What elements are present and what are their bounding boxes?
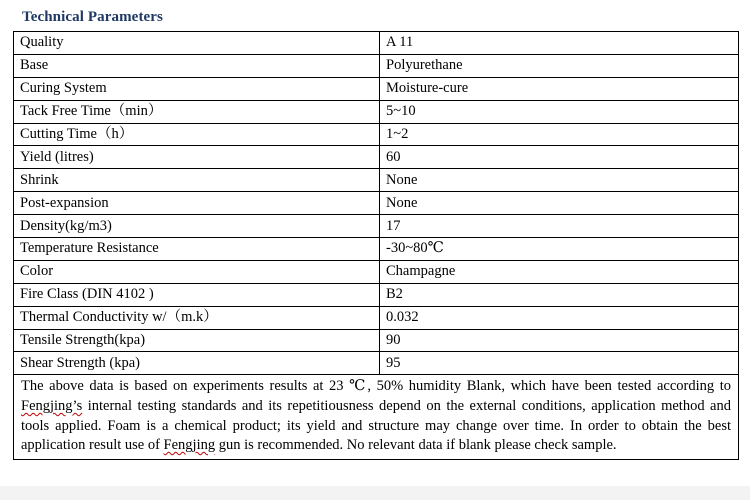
parameter-label: Post-expansion [14, 192, 380, 215]
table-row [14, 54, 739, 77]
parameter-label: Color [14, 260, 380, 283]
note-text: internal testing standards and its repetitiousness depend on the external conditions, application method and tools applied. Foam is a chemical product; its yield and structure may change over time. In order to obtain the best application result use of [21, 397, 731, 454]
parameter-value: 17 [380, 215, 739, 238]
table-row [14, 306, 739, 329]
bottom-margin-band [0, 486, 750, 500]
parameter-value: None [380, 192, 739, 215]
table-row [14, 283, 739, 306]
parameter-value: Moisture-cure [380, 77, 739, 100]
parameter-value: 60 [380, 146, 739, 169]
note-text: gun is recommended. No relevant data if blank please check sample. [215, 437, 617, 454]
parameter-label: Yield (litres) [14, 146, 380, 169]
document-title: Technical Parameters [22, 9, 163, 25]
parameter-label: Shear Strength (kpa) [14, 352, 380, 375]
parameter-value: B2 [380, 283, 739, 306]
parameter-value: 90 [380, 329, 739, 352]
parameter-label: Curing System [14, 77, 380, 100]
parameter-value: 1~2 [380, 123, 739, 146]
parameter-label: Fire Class (DIN 4102 ) [14, 283, 380, 306]
parameter-value: Polyurethane [380, 54, 739, 77]
table-row [14, 123, 739, 146]
parameter-label: Quality [14, 32, 380, 55]
parameter-value: 5~10 [380, 100, 739, 123]
note-row [14, 375, 739, 459]
parameter-label: Thermal Conductivity w/（m.k） [14, 306, 380, 329]
parameter-value: 0.032 [380, 306, 739, 329]
parameter-label: Cutting Time（h） [14, 123, 380, 146]
table-row [14, 238, 739, 261]
note-text: The above data is based on experiments results at 23 ℃, 50% humidity Blank, which have been tested according to [21, 378, 731, 395]
parameter-value: A 11 [380, 32, 739, 55]
parameter-value: None [380, 169, 739, 192]
technical-parameters-table [13, 31, 739, 460]
table-row [14, 329, 739, 352]
parameter-label: Temperature Resistance [14, 238, 380, 261]
table-row [14, 32, 739, 55]
disclaimer-note [14, 375, 739, 459]
parameter-label: Tack Free Time（min） [14, 100, 380, 123]
table-row [14, 77, 739, 100]
brand-name: Fengjing’s [21, 397, 83, 414]
parameter-label: Density(kg/m3) [14, 215, 380, 238]
parameter-value: -30~80℃ [380, 238, 739, 261]
table-row [14, 352, 739, 375]
table-row [14, 169, 739, 192]
table-row [14, 192, 739, 215]
table-row [14, 215, 739, 238]
table-row [14, 146, 739, 169]
parameter-label: Base [14, 54, 380, 77]
table-row [14, 260, 739, 283]
parameter-label: Shrink [14, 169, 380, 192]
parameter-label: Tensile Strength(kpa) [14, 329, 380, 352]
table-row [14, 100, 739, 123]
brand-name: Fengjing [163, 437, 216, 454]
parameter-value: Champagne [380, 260, 739, 283]
parameter-value: 95 [380, 352, 739, 375]
